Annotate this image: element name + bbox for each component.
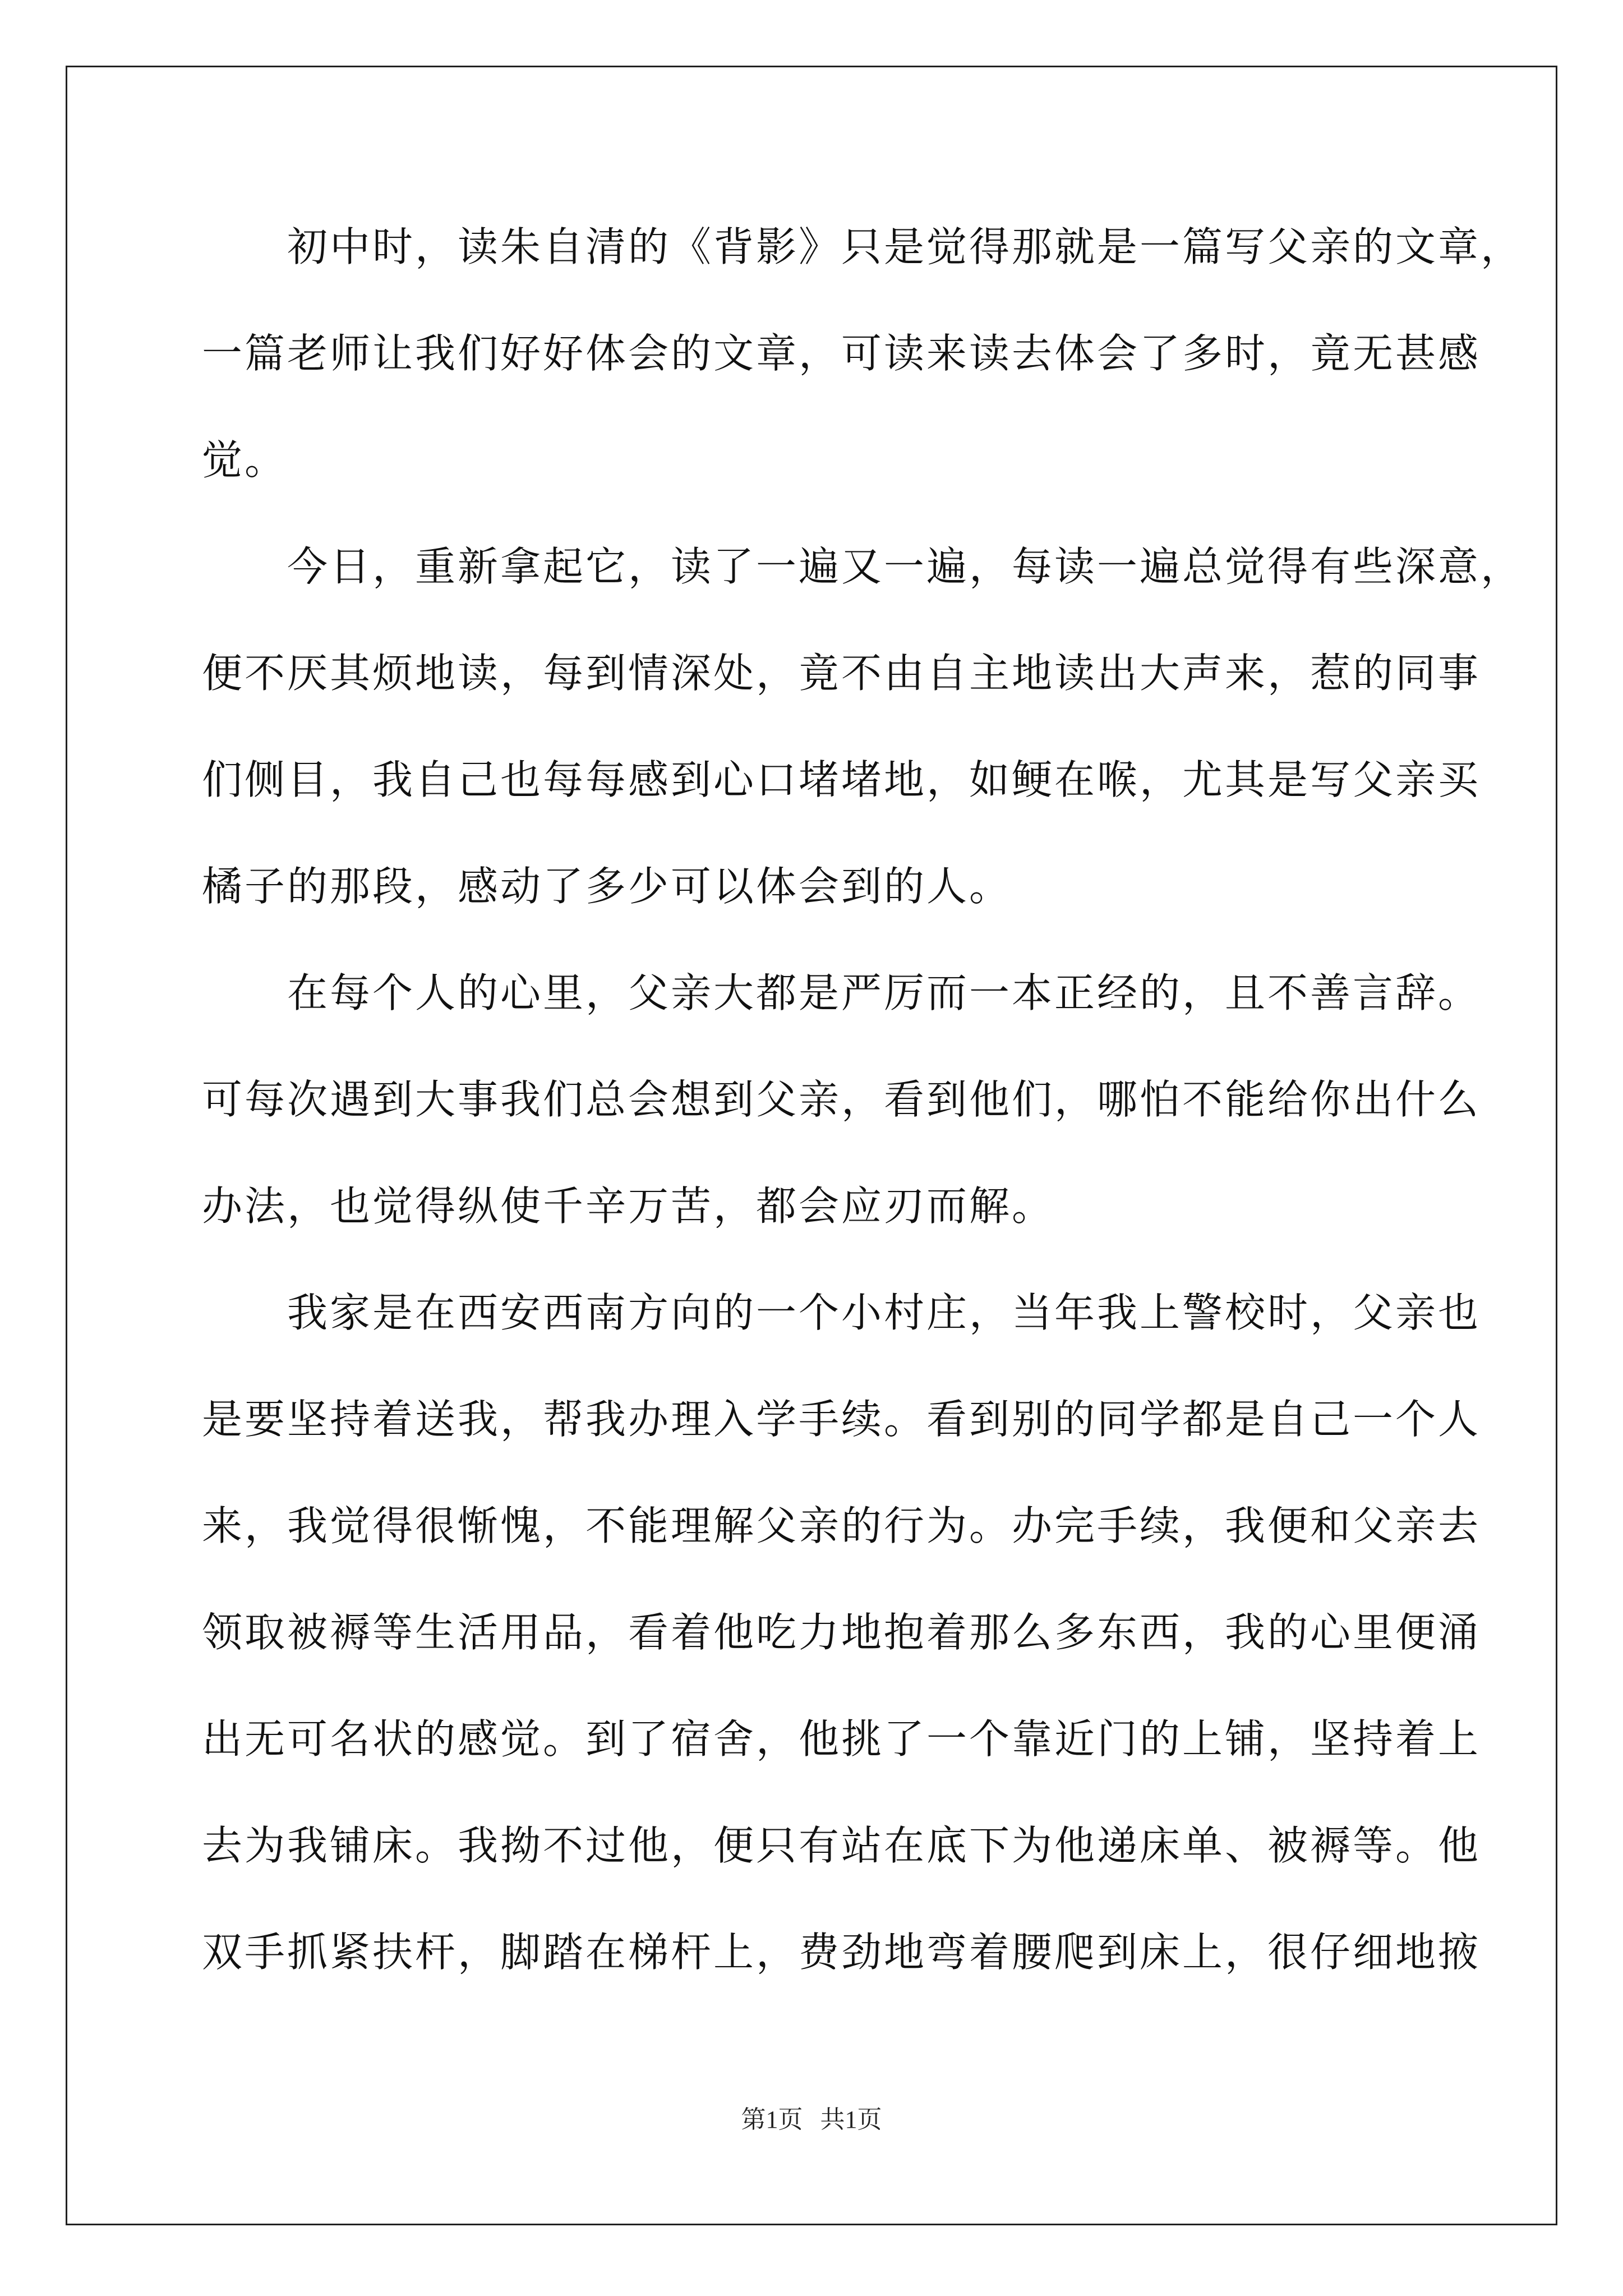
text-line: 一篇老师让我们好好体会的文章，可读来读去体会了多时，竟无甚感 — [202, 330, 1481, 377]
page-number: 第1页 — [741, 2106, 803, 2133]
text-line: 来，我觉得很惭愧，不能理解父亲的行为。办完手续，我便和父亲去 — [202, 1502, 1481, 1549]
page-footer — [0, 2099, 1623, 2135]
text-line: 初中时，读朱自清的《背影》只是觉得那就是一篇写父亲的文章， — [202, 223, 1524, 270]
text-line: 们侧目，我自己也每每感到心口堵堵地，如鲠在喉，尤其是写父亲买 — [202, 756, 1481, 803]
text-line: 双手抓紧扶杆，脚踏在梯杆上，费劲地弯着腰爬到床上，很仔细地掖 — [202, 1929, 1481, 1976]
text-line: 觉。 — [202, 436, 288, 484]
text-line: 今日，重新拿起它，读了一遍又一遍，每读一遍总觉得有些深意， — [202, 543, 1524, 590]
text-line: 我家是在西安西南方向的一个小村庄，当年我上警校时，父亲也 — [202, 1289, 1481, 1336]
page-border — [66, 66, 1557, 2225]
page-total: 共1页 — [820, 2106, 882, 2133]
text-line: 在每个人的心里，父亲大都是严厉而一本正经的，且不善言辞。 — [202, 969, 1481, 1016]
text-line: 领取被褥等生活用品，看着他吃力地抱着那么多东西，我的心里便涌 — [202, 1609, 1481, 1656]
text-line: 去为我铺床。我拗不过他，便只有站在底下为他递床单、被褥等。他 — [202, 1822, 1481, 1869]
text-line: 橘子的那段，感动了多少可以体会到的人。 — [202, 863, 1012, 910]
text-line: 可每次遇到大事我们总会想到父亲，看到他们，哪怕不能给你出什么 — [202, 1076, 1481, 1123]
text-line: 便不厌其烦地读，每到情深处，竟不由自主地读出大声来，惹的同事 — [202, 650, 1481, 697]
text-line: 出无可名状的感觉。到了宿舍，他挑了一个靠近门的上铺，坚持着上 — [202, 1715, 1481, 1763]
text-line: 办法，也觉得纵使千辛万苦，都会应刃而解。 — [202, 1182, 1055, 1230]
text-line: 是要坚持着送我，帮我办理入学手续。看到别的同学都是自己一个人 — [202, 1396, 1481, 1443]
